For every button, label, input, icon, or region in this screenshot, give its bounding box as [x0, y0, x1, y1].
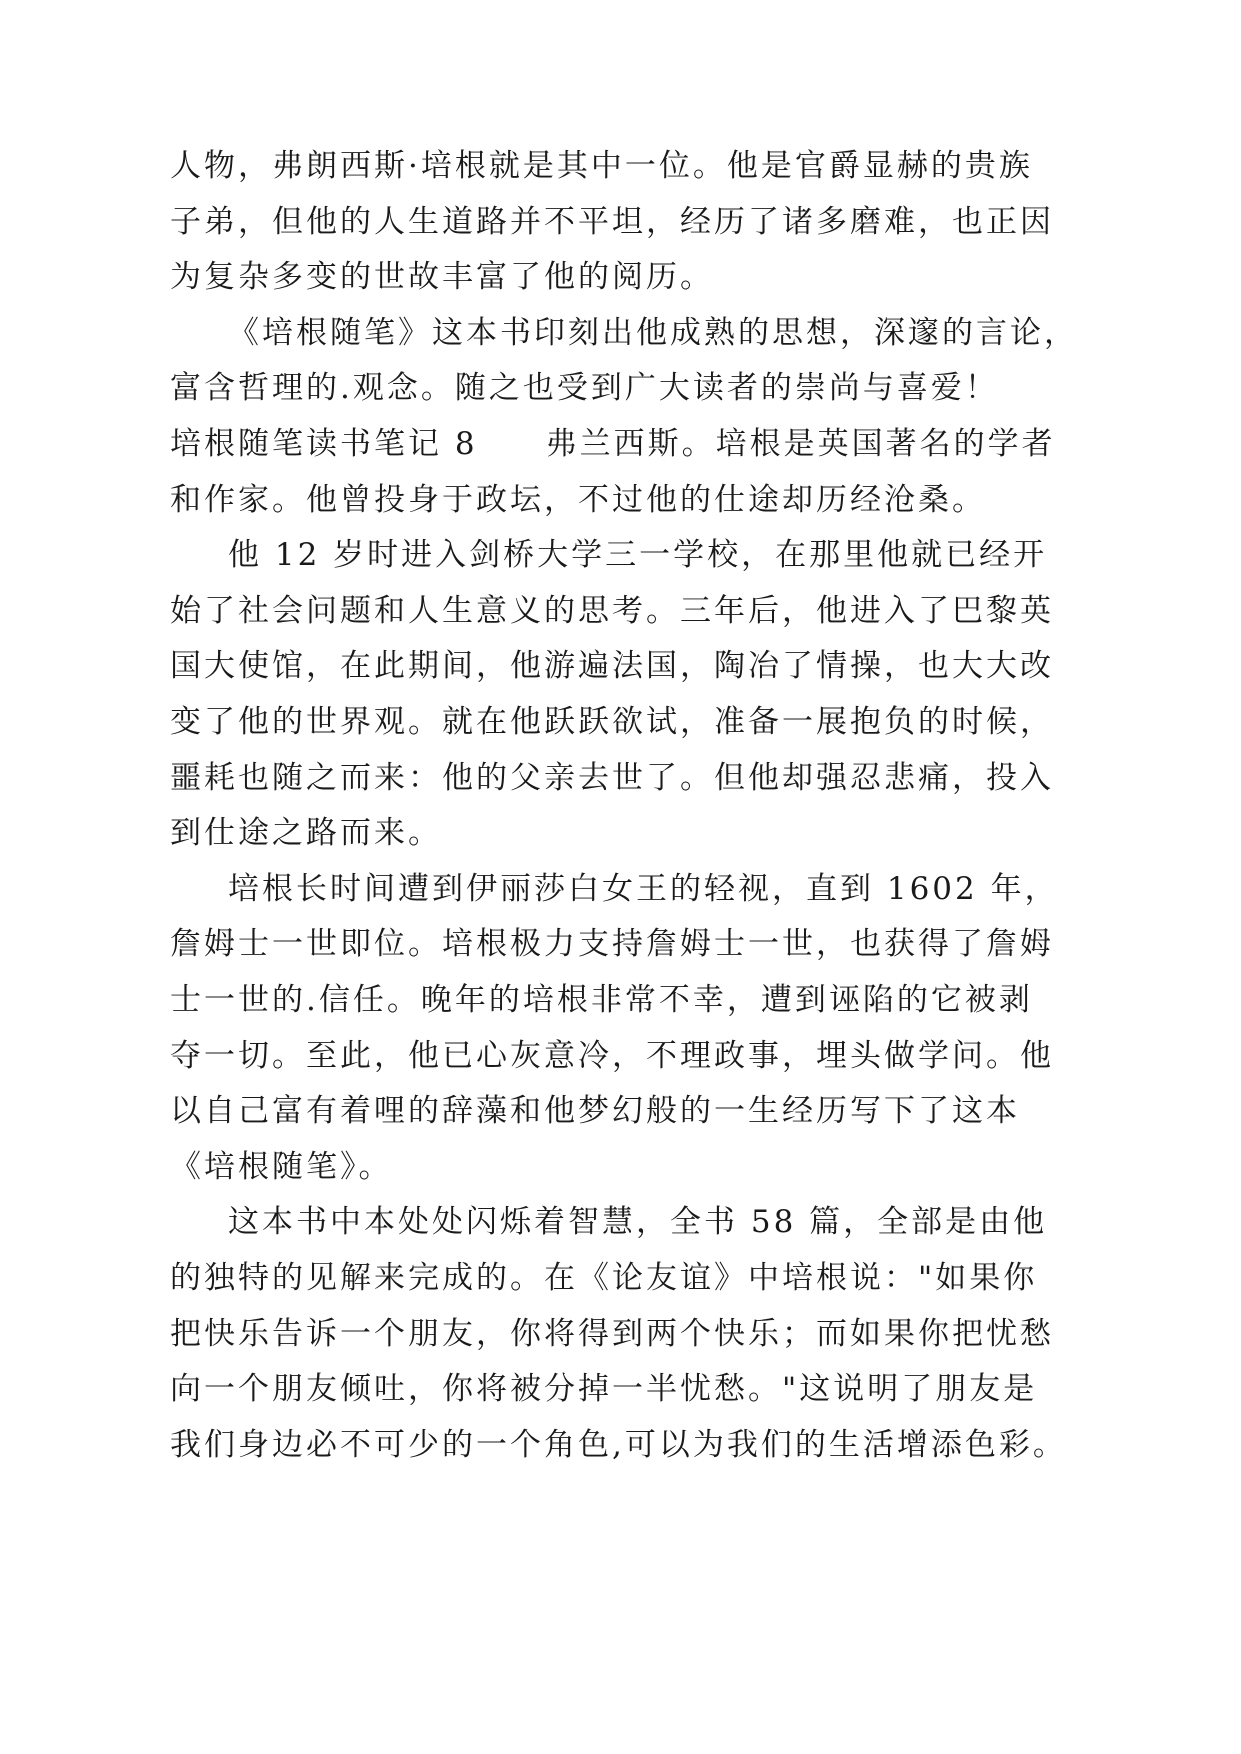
section-heading-line: 培根随笔读书笔记 8 弗兰西斯。培根是英国著名的学者	[170, 426, 1056, 462]
text-line: 这本书中本处处闪烁着智慧，全书 58 篇，全部是由他	[228, 1204, 1048, 1240]
text-line: 和作家。他曾投身于政坛，不过他的仕途却历经沧桑。	[170, 482, 986, 518]
text-line: 培根长时间遭到伊丽莎白女王的轻视，直到 1602 年，	[228, 871, 1059, 907]
text-line: 向一个朋友倾吐，你将被分掉一半忧愁。"这说明了朋友是	[170, 1371, 1038, 1407]
text-line: 他 12 岁时进入剑桥大学三一学校，在那里他就已经开	[228, 537, 1048, 573]
text-line: 我们身边必不可少的一个角色,可以为我们的生活增添色彩。	[170, 1427, 1067, 1463]
text-line: 为复杂多变的世故丰富了他的阅历。	[170, 259, 714, 295]
text-line: 《培根随笔》这本书印刻出他成熟的思想，深邃的言论，	[228, 315, 1078, 351]
text-line: 子弟，但他的人生道路并不平坦，经历了诸多磨难，也正因	[170, 204, 1054, 240]
text-line: 富含哲理的.观念。随之也受到广大读者的崇尚与喜爱！	[170, 370, 999, 406]
text-line: 始了社会问题和人生意义的思考。三年后，他进入了巴黎英	[170, 593, 1054, 629]
text-line: 把快乐告诉一个朋友，你将得到两个快乐；而如果你把忧愁	[170, 1316, 1054, 1352]
text-line: 以自己富有着哩的辞藻和他梦幻般的一生经历写下了这本	[170, 1093, 1020, 1129]
text-line: 夺一切。至此，他已心灰意冷，不理政事，埋头做学问。他	[170, 1038, 1054, 1074]
text-line: 的独特的见解来完成的。在《论友谊》中培根说："如果你	[170, 1260, 1038, 1296]
text-line: 士一世的.信任。晚年的培根非常不幸，遭到诬陷的它被剥	[170, 982, 1033, 1018]
text-line: 詹姆士一世即位。培根极力支持詹姆士一世，也获得了詹姆	[170, 926, 1054, 962]
text-line: 《培根随笔》。	[170, 1149, 393, 1185]
text-line: 噩耗也随之而来：他的父亲去世了。但他却强忍悲痛，投入	[170, 760, 1054, 796]
text-line: 国大使馆，在此期间，他游遍法国，陶冶了情操，也大大改	[170, 648, 1054, 684]
text-line: 人物，弗朗西斯·培根就是其中一位。他是官爵显赫的贵族	[170, 148, 1033, 184]
text-line: 变了他的世界观。就在他跃跃欲试，准备一展抱负的时候，	[170, 704, 1054, 740]
text-line: 到仕途之路而来。	[170, 815, 442, 851]
